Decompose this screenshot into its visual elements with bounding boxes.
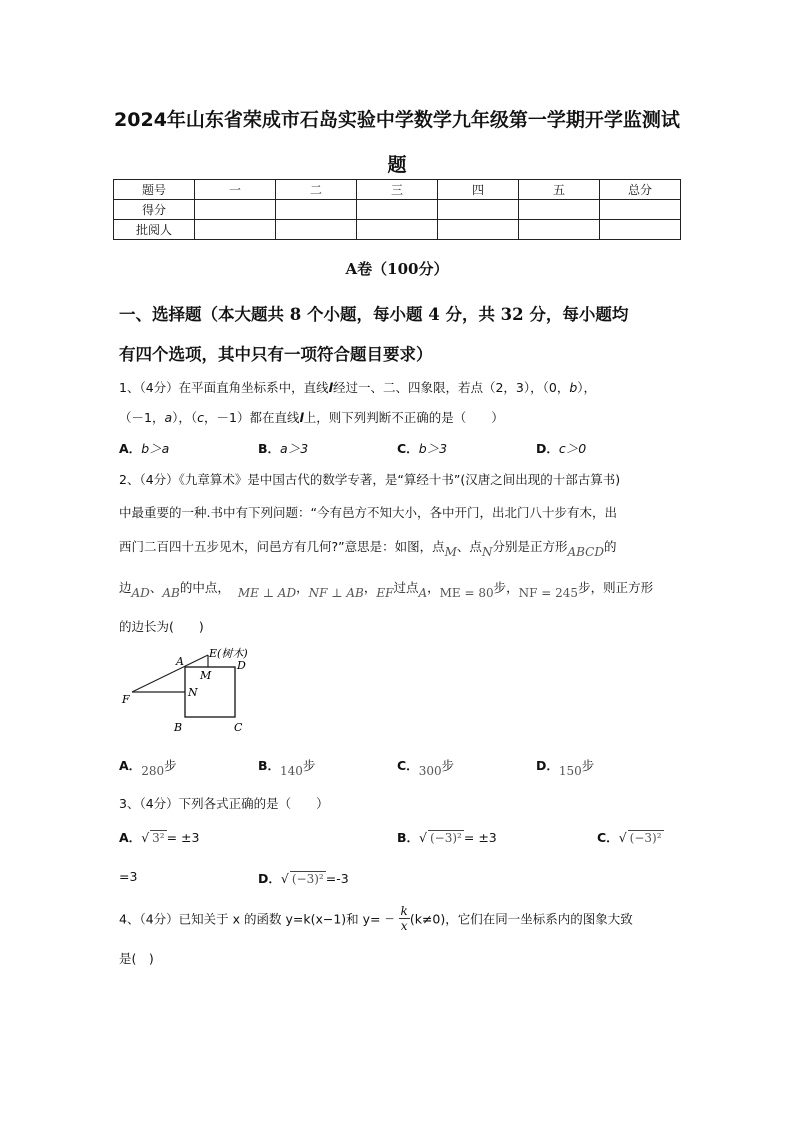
document-title: 2024年山东省荣成市石岛实验中学数学九年级第一学期开学监测试 [114, 109, 680, 131]
q2-me-80: ME = 80 [439, 586, 494, 600]
label-e: E(树木) [209, 647, 248, 660]
q2-point-m: M [444, 545, 457, 559]
option-label: A． [119, 830, 142, 845]
q1-text: （－1， [119, 410, 165, 425]
option-unit: 步 [164, 758, 177, 773]
score-table-row-score [114, 200, 681, 220]
q4-stem-line2: 是( ) [119, 951, 154, 966]
q2-side-ad: AD [131, 586, 150, 600]
q2-nf-245: NF = 245 [518, 586, 579, 600]
q2-text: 的 [603, 539, 617, 554]
document-title-continuation: 题 [387, 154, 407, 176]
q2-line-ef: EF [376, 586, 394, 600]
score-table-header: 二 [276, 180, 357, 200]
q2-text: 分别是正方形 [492, 539, 568, 554]
q2-text: 、点 [456, 539, 482, 554]
q2-square-abcd: ABCD [567, 545, 604, 559]
q1-text: ）， [577, 380, 597, 395]
option-rest: =-3 [325, 871, 349, 886]
sqrt-icon: √ [280, 871, 289, 886]
q2-me-perp-ad: ME ⊥ AD [237, 586, 297, 600]
option-value: 140 [280, 764, 303, 778]
q2-text: 边 [119, 580, 132, 595]
q1-text: 经过一、二、四象限，若点（2，3），（0， [332, 380, 570, 395]
grader-cell[interactable] [438, 220, 519, 240]
option-unit: 步 [302, 758, 316, 773]
q1-text: ），（ [172, 410, 198, 425]
q3-option-b[interactable] [397, 828, 497, 846]
score-cell[interactable] [195, 200, 276, 220]
q2-text: 、 [149, 580, 163, 595]
fraction-numerator: k [400, 904, 408, 918]
score-table-header-row [114, 180, 681, 200]
q1-option-d[interactable] [536, 439, 586, 457]
option-label: C． [397, 441, 419, 456]
label-a: A [176, 655, 184, 668]
label-m: M [200, 669, 212, 682]
score-table-header: 五 [519, 180, 600, 200]
sqrt-icon: √ [141, 830, 150, 845]
option-text: b＞a [141, 441, 170, 456]
option-label: C． [597, 830, 619, 845]
q1-option-c[interactable] [397, 439, 447, 457]
q1-var-c: c [197, 410, 205, 425]
q1-text: 上，则下列判断不正确的是（ ） [303, 410, 504, 425]
q4-text: 4、（4分）已知关于 x 的函数 y=k(x−1)和 y= [119, 911, 381, 927]
option-unit: 步 [581, 758, 595, 773]
q2-point-a: A [418, 586, 428, 600]
score-cell[interactable] [519, 200, 600, 220]
q2-point-n: N [481, 545, 493, 559]
q2-text: ， [363, 580, 377, 595]
option-label: D． [536, 441, 559, 456]
part1-heading [119, 295, 679, 375]
q2-text: ， [427, 580, 440, 595]
q2-option-a[interactable] [119, 756, 177, 778]
label-d: D [237, 659, 246, 672]
grader-cell[interactable] [519, 220, 600, 240]
option-rest: = ±3 [463, 830, 497, 845]
option-text: a＞3 [280, 441, 309, 456]
q2-figure-square-diagram [120, 645, 260, 740]
score-cell[interactable] [438, 200, 519, 220]
score-cell[interactable] [276, 200, 357, 220]
q2-side-ab: AB [162, 586, 180, 600]
q2-text: 西门二百四十五步见木，问邑方有几何?”意思是：如图，点 [119, 539, 445, 554]
q1-stem-line2 [119, 408, 504, 426]
q2-text: 步，则正方形 [578, 580, 654, 595]
option-value: 300 [418, 764, 442, 778]
q2-stem-line3 [119, 537, 617, 559]
score-cell[interactable] [600, 200, 681, 220]
option-label: D． [536, 758, 559, 773]
grader-cell[interactable] [195, 220, 276, 240]
q3-option-a[interactable] [119, 828, 199, 846]
q2-option-d[interactable] [536, 756, 595, 778]
option-rest: = ±3 [166, 830, 200, 845]
option-label: B． [258, 441, 281, 456]
q4-minus: − [384, 911, 395, 926]
q4-fraction [399, 904, 410, 933]
option-radicand: (−3)² [430, 831, 462, 845]
option-label: A． [119, 758, 142, 773]
fraction-denominator: x [400, 919, 408, 933]
q1-text: 1、（4分）在平面直角坐标系中，直线 [119, 380, 329, 395]
option-radicand: 3² [152, 831, 165, 845]
grader-cell[interactable] [276, 220, 357, 240]
option-text: b＞3 [418, 441, 448, 456]
q1-var-b: b [569, 380, 578, 395]
option-value: 150 [558, 764, 582, 778]
sqrt-icon: √ [419, 830, 427, 845]
score-table-row-grader [114, 220, 681, 240]
q1-option-a[interactable] [119, 439, 169, 457]
q1-text: ，－1）都在直线 [204, 410, 300, 425]
grader-row-label: 批阅人 [114, 220, 195, 240]
score-table-header: 总分 [600, 180, 681, 200]
q1-option-b[interactable] [258, 439, 308, 457]
q3-option-c-continuation: =3 [119, 869, 138, 884]
option-label: B． [397, 830, 420, 845]
score-table-header: 一 [195, 180, 276, 200]
grader-cell[interactable] [600, 220, 681, 240]
label-b: B [174, 721, 183, 734]
option-radicand: (−3)² [291, 872, 324, 886]
q1-var-a: a [164, 410, 173, 425]
part1-heading-line1: 一、选择题（本大题共 8 个小题，每小题 4 分，共 32 分，每小题均 [119, 305, 629, 324]
option-unit: 步 [441, 758, 455, 773]
option-value: 280 [141, 764, 165, 778]
q3-option-d[interactable] [258, 869, 349, 887]
option-radicand: (−3)² [629, 831, 662, 845]
grader-cell[interactable] [357, 220, 438, 240]
q2-text: ， [296, 580, 309, 595]
q2-stem-line2: 中最重要的一种.书中有下列问题：“今有邑方不知大小，各中开门，出北门八十步有木，出 [119, 505, 617, 520]
q1-stem-line1 [119, 378, 596, 396]
q2-option-b[interactable] [258, 756, 316, 778]
q2-stem-line5: 的边长为( ) [119, 619, 204, 634]
part1-heading-line2: 有四个选项，其中只有一项符合题目要求） [119, 345, 433, 364]
label-f: F [122, 693, 130, 706]
q2-stem-line4 [119, 578, 654, 600]
q2-stem-line1: 2、（4分）《九章算术》是中国古代的数学专著，是“算经十书”(汉唐之间出现的十部古算书) [119, 472, 621, 487]
q2-text: 过点 [393, 580, 419, 595]
score-row-label: 得分 [114, 200, 195, 220]
q2-nf-perp-ab: NF ⊥ AB [308, 586, 364, 600]
q3-option-c[interactable] [597, 828, 664, 846]
q2-text: 步， [493, 580, 519, 595]
q2-option-c[interactable] [397, 756, 455, 778]
score-table-header: 三 [357, 180, 438, 200]
option-label: D． [258, 871, 281, 886]
score-table-header: 题号 [114, 180, 195, 200]
score-cell[interactable] [357, 200, 438, 220]
option-label: B． [258, 758, 281, 773]
option-label: A． [119, 441, 142, 456]
q1-var-l: l [328, 380, 333, 395]
q3-stem: 3、（4分）下列各式正确的是（ ） [119, 796, 329, 811]
score-table-header: 四 [438, 180, 519, 200]
option-text: c＞0 [558, 441, 587, 456]
q1-var-l: l [299, 410, 304, 425]
option-label: C． [397, 758, 419, 773]
section-a-heading: A卷（100分） [345, 260, 449, 278]
q2-text: 的中点， [179, 580, 230, 595]
q4-text: (k≠0)，它们在同一坐标系内的图象大致 [409, 911, 633, 927]
label-c: C [234, 721, 243, 734]
sqrt-icon: √ [618, 830, 627, 845]
q4-stem-line1 [119, 904, 633, 933]
score-table [113, 179, 681, 240]
label-n: N [188, 686, 198, 699]
